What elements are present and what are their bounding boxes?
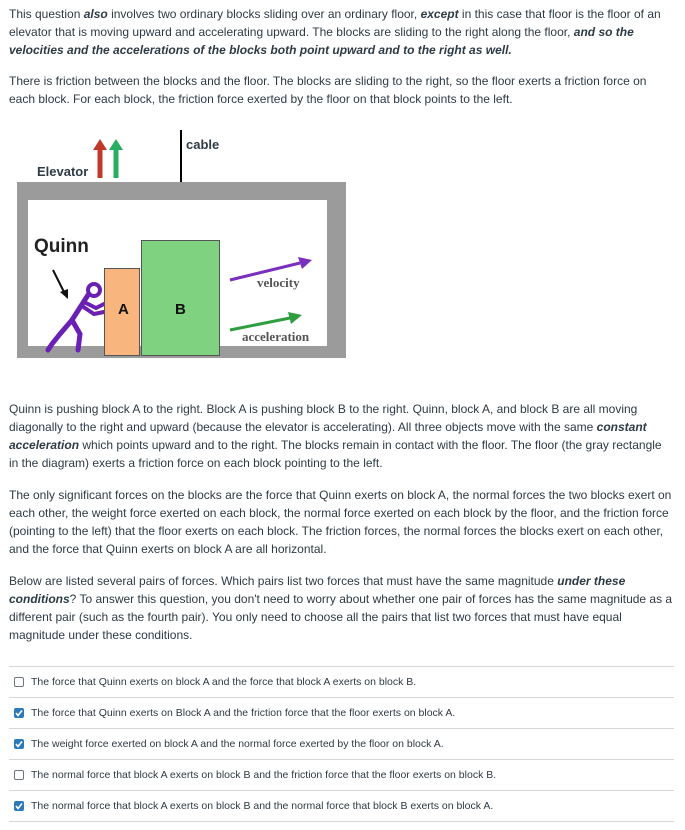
forces-paragraph: The only significant forces on the blocks are the force that Quinn exerts on block A, the normal forces the two blocks exert on each other, the weight force exerted on each block, the normal force exerted on each block by the floor, and the friction force (pointing to the left) that the floor exerts on each block. The friction forces, the normal forces the blocks exert on each other, and the force that Quinn exerts on block A are all horizontal. (9, 488, 672, 556)
quinn-figure-icon (44, 278, 108, 358)
answer-checkbox[interactable] (14, 801, 24, 811)
answer-option[interactable] (9, 728, 674, 759)
block-a-label: A (118, 301, 129, 318)
elevator-cable (180, 130, 182, 182)
checkmark-icon (15, 709, 23, 717)
answer-list (9, 666, 674, 822)
answer-text: The force that Quinn exerts on block A and the force that block A exerts on block B. (31, 676, 417, 688)
block-b-label: B (175, 301, 186, 318)
scenario-paragraph: Quinn is pushing block A to the right. Block A is pushing block B to the right. Quinn, block A, and block B are all moving diagonally to the right and upward (because the elevator is accelerating). All three objects move with the same constant acceleration which points upward and to the right. The blocks remain in contact with the floor. The floor (the gray rectangle in the diagram) exerts a friction force on each block pointing to the left. (9, 402, 662, 470)
intro-paragraph: This question also involves two ordinary blocks sliding over an ordinary floor, except in this case that floor is the floor of an elevator that is moving upward and accelerating upward. The blocks are sliding to the right along the floor, and so the velocities and the accelerations of the blocks both point upward and to the right as well. (9, 7, 661, 57)
elevator-diagram (0, 120, 685, 390)
block-b (141, 240, 220, 356)
answer-checkbox[interactable] (14, 708, 24, 718)
acceleration-label: acceleration (242, 329, 310, 344)
answer-option[interactable] (9, 790, 674, 822)
answer-option[interactable] (9, 697, 674, 728)
answer-text: The normal force that block A exerts on block B and the normal force that block B exerts on block A. (31, 800, 494, 812)
answer-option[interactable] (9, 759, 674, 790)
answer-text: The normal force that block A exerts on block B and the friction force that the floor exerts on block B. (31, 769, 497, 781)
friction-paragraph: There is friction between the blocks and the floor. The blocks are sliding to the right, so the floor exerts a friction force on each block. For each block, the friction force exerted by the floor on that block points to the left. (9, 74, 647, 106)
quinn-label: Quinn (34, 236, 89, 257)
answer-text: The force that Quinn exerts on Block A and the friction force that the floor exerts on block A. (31, 707, 456, 719)
question-paragraph: Below are listed several pairs of forces. Which pairs list two forces that must have the same magnitude under these conditions? To answer this question, you don't need to worry about whether one pair of forces has the same magnitude as a different pair (such as the fourth pair). You only need to choose all the pairs that list two forces that must have equal magnitude under these conditions. (9, 574, 673, 642)
answer-checkbox[interactable] (14, 739, 24, 749)
checkmark-icon (15, 802, 23, 810)
answer-text: The weight force exerted on block A and the normal force exerted by the floor on block A. (31, 738, 444, 750)
answer-option[interactable] (9, 666, 674, 697)
elevator-label: Elevator (37, 164, 89, 179)
checkmark-icon (15, 740, 23, 748)
answer-checkbox[interactable] (14, 677, 24, 687)
answer-checkbox[interactable] (14, 770, 24, 780)
elevator-up-arrows-icon (92, 138, 132, 180)
cable-label: cable (186, 137, 220, 152)
velocity-label: velocity (257, 275, 300, 290)
